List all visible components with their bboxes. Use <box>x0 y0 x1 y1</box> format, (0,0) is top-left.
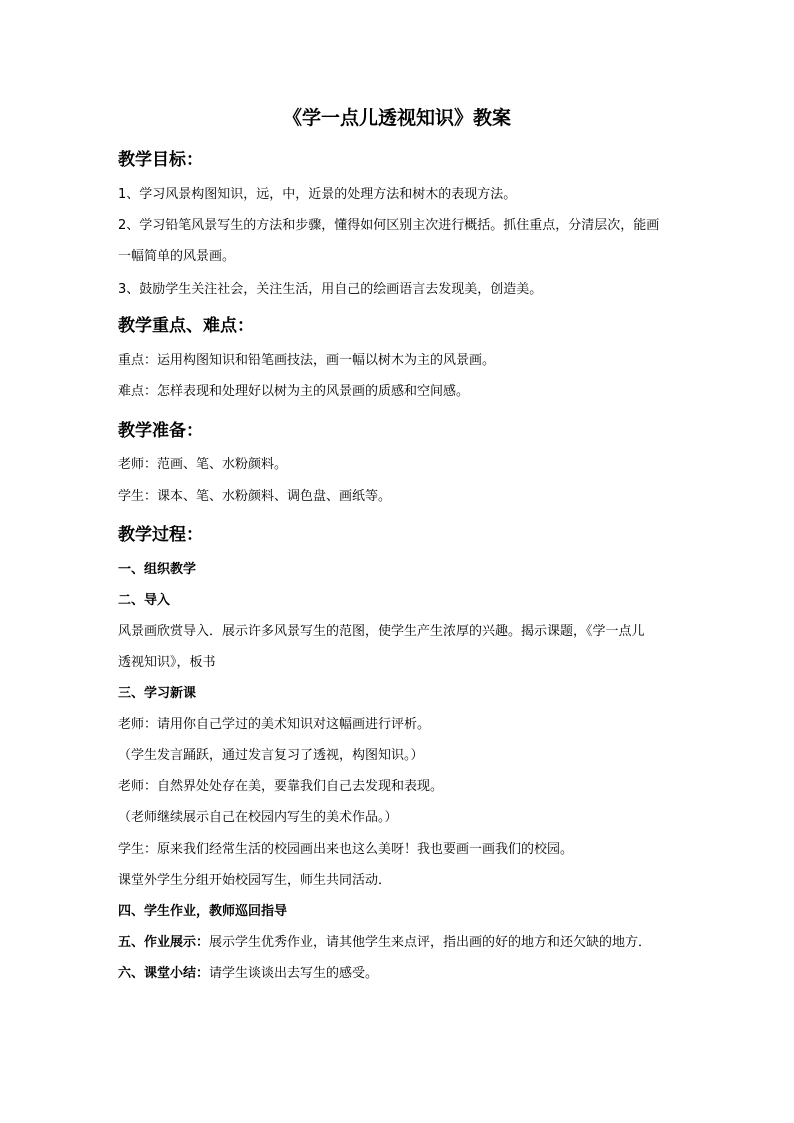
step-5-label: 五、作业展示： <box>118 935 210 950</box>
heading-preparation: 教学准备： <box>118 421 203 441</box>
step-3-line-4: （老师继续展示自己在校园内写生的美术作品。） <box>118 810 398 825</box>
step-3-line-6: 课堂外学生分组开始校园写生，师生共同活动． <box>118 873 392 888</box>
key-point-line: 重点：运用构图知识和铅笔画技法，画一幅以树木为主的风景画。 <box>118 353 496 368</box>
heading-process: 教学过程： <box>118 525 203 545</box>
document-title: 《学一点儿透视知识》教案 <box>282 107 511 129</box>
process-step-5 <box>118 933 678 953</box>
step-3-line-1: 老师：请用你自己学过的美术知识对这幅画进行评析。 <box>118 717 431 732</box>
goal-line-2: 2、学习铅笔风景写生的方法和步骤，懂得如何区别主次进行概括。抓住重点，分清层次，能画 <box>118 218 660 233</box>
step-3-line-3: 老师：自然界处处存在美，要靠我们自己去发现和表现。 <box>118 779 444 794</box>
prep-student-line: 学生：课本、笔、水粉颜料、调色盘、画纸等。 <box>118 489 392 504</box>
prep-teacher-line: 老师：范画、笔、水粉颜料。 <box>118 457 288 472</box>
step-5-text: 展示学生优秀作业，请其他学生来点评，指出画的好的地方和还欠缺的地方． <box>209 935 652 950</box>
step-2-line-1: 风景画欣赏导入．展示许多风景写生的范图，使学生产生浓厚的兴趣。揭示课题，《学一点儿 <box>118 624 645 639</box>
goal-line-2-cont: 一幅简单的风景画。 <box>118 249 236 264</box>
heading-goals: 教学目标： <box>118 150 203 170</box>
difficulty-line: 难点：怎样表现和处理好以树为主的风景画的质感和空间感。 <box>118 384 470 399</box>
step-6-text: 请学生谈谈出去写生的感受。 <box>209 966 379 981</box>
step-6-label: 六、课堂小结： <box>118 966 210 981</box>
process-step-2: 二、导入 <box>118 593 171 608</box>
goal-line-1: 1、学习风景构图知识，远，中，近景的处理方法和树木的表现方法。 <box>118 187 517 202</box>
goal-line-3: 3、鼓励学生关注社会，关注生活，用自己的绘画语言去发现美，创造美。 <box>118 282 543 297</box>
process-step-3: 三、学习新课 <box>118 686 197 701</box>
step-3-line-5: 学生：原来我们经常生活的校园画出来也这么美呀！我也要画一画我们的校园。 <box>118 842 574 857</box>
heading-key-points: 教学重点、难点： <box>118 316 254 336</box>
process-step-1: 一、组织教学 <box>118 562 197 577</box>
process-step-4: 四、学生作业，教师巡回指导 <box>118 904 288 919</box>
process-step-6 <box>118 964 678 984</box>
step-2-line-2: 透视知识》，板书 <box>118 655 216 670</box>
step-3-line-2: （学生发言踊跃，通过发言复习了透视，构图知识。） <box>118 748 424 763</box>
